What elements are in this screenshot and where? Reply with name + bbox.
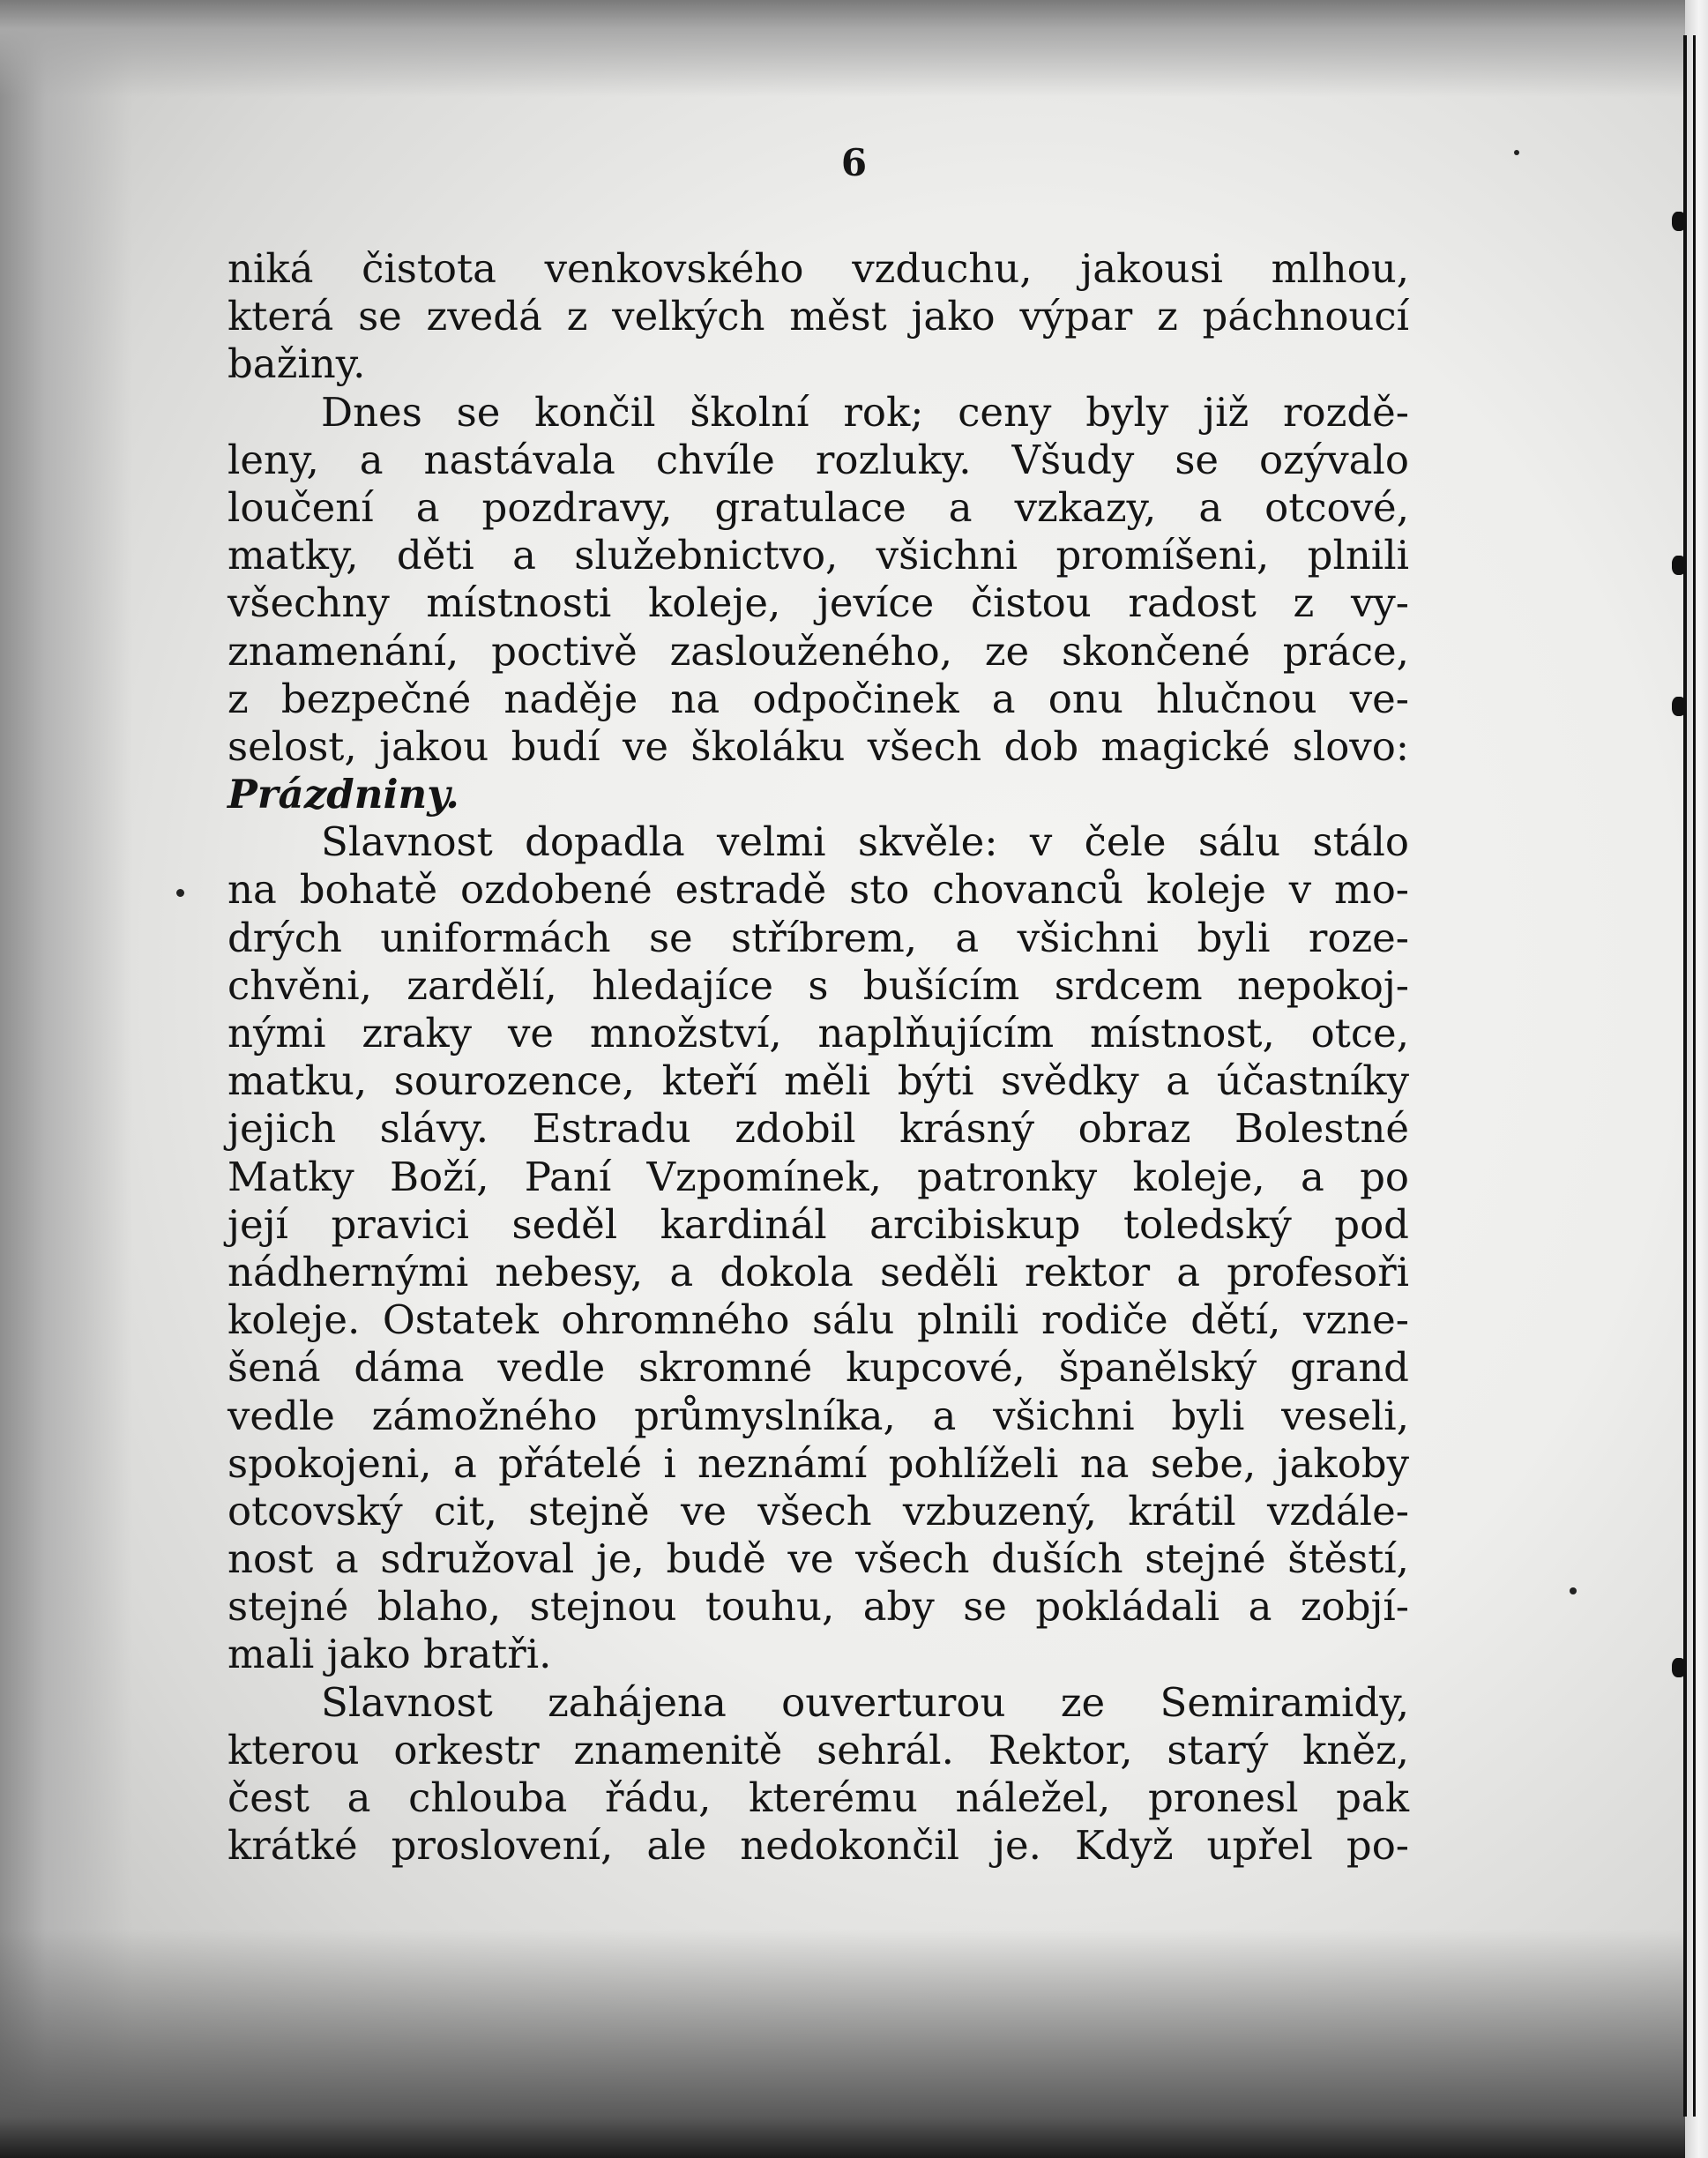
text-line: která se zvedá z velkých měst jako výpar z páchnoucí bbox=[227, 293, 1409, 340]
text-line: krátké proslovení, ale nedokončil je. Když upřel po- bbox=[227, 1822, 1409, 1870]
text-line: Slavnost dopadla velmi skvěle: v čele sálu stálo bbox=[321, 818, 1409, 866]
text-line: loučení a pozdravy, gratulace a vzkazy, a otcové, bbox=[227, 483, 1409, 531]
text-line: její pravici seděl kardinál arcibiskup toledský pod bbox=[227, 1200, 1409, 1248]
text-line: matky, děti a služebnictvo, všichni promíšeni, plnili bbox=[227, 532, 1409, 579]
text-line: niká čistota venkovského vzduchu, jakousi mlhou, bbox=[227, 245, 1409, 292]
text-line: Dnes se končil školní rok; ceny byly již rozdě- bbox=[321, 388, 1409, 436]
text-line: nými zraky ve množství, naplňujícím místnost, otce, bbox=[227, 1010, 1409, 1057]
text-line: čest a chlouba řádu, kterému náležel, pronesl pak bbox=[227, 1774, 1409, 1821]
page-number: 6 bbox=[840, 141, 868, 184]
text-line: šená dáma vedle skromné kupcové, španělský grand bbox=[227, 1344, 1409, 1392]
text-line: vedle zámožného průmyslníka, a všichni byli veseli, bbox=[227, 1392, 1409, 1439]
text-line: z bezpečné naděje na odpočinek a onu hlučnou ve- bbox=[227, 675, 1409, 722]
page-shadow-left bbox=[0, 0, 132, 2158]
text-line: znamenání, poctivě zaslouženého, ze skončené práce, bbox=[227, 627, 1409, 675]
text-line: selost, jakou budí ve školáku všech dob magické slovo: bbox=[227, 722, 1409, 770]
text-line: Matky Boží, Paní Vzpomínek, patronky koleje, a po bbox=[227, 1153, 1409, 1200]
page-edge-right bbox=[1685, 0, 1708, 2158]
text-line: koleje. Ostatek ohromného sálu plnili rodiče dětí, vzne- bbox=[227, 1296, 1409, 1344]
emphasized-word: Prázdniny. bbox=[227, 771, 459, 818]
binding-mark bbox=[1672, 1658, 1686, 1677]
text-line: spokojeni, a přátelé i neznámí pohlíželi na sebe, jakoby bbox=[227, 1439, 1409, 1487]
page-shadow-bottom bbox=[0, 1929, 1708, 2158]
text-line: na bohatě ozdobené estradě sto chovanců koleje v mo- bbox=[227, 866, 1409, 914]
text-line bbox=[227, 771, 1409, 818]
binding-line bbox=[1683, 35, 1687, 2117]
text-line: všechny místnosti koleje, jevíce čistou radost z vy- bbox=[227, 579, 1409, 627]
binding-line bbox=[1693, 35, 1696, 2117]
binding-mark bbox=[1672, 556, 1686, 575]
text-line: jejich slávy. Estradu zdobil krásný obraz Bolestné bbox=[227, 1105, 1409, 1153]
text-line: matku, sourozence, kteří měli býti svědky a účastníky bbox=[227, 1057, 1409, 1105]
page-shadow-top bbox=[0, 0, 1708, 97]
text-line: nádhernými nebesy, a dokola seděli rektor a profesoři bbox=[227, 1248, 1409, 1296]
text-line: kterou orkestr znamenitě sehrál. Rektor, starý kněz, bbox=[227, 1726, 1409, 1773]
binding-mark bbox=[1672, 212, 1686, 231]
text-line: nost a sdružoval je, budě ve všech duších stejné štěstí, bbox=[227, 1535, 1409, 1583]
text-line: bažiny. bbox=[227, 340, 366, 388]
page-body bbox=[227, 245, 1409, 1870]
text-line: mali jako bratři. bbox=[227, 1631, 552, 1678]
text-line: otcovský cit, stejně ve všech vzbuzený, krátil vzdále- bbox=[227, 1487, 1409, 1534]
binding-mark bbox=[1672, 697, 1686, 716]
text-line: chvěni, zardělí, hledajíce s bušícím srdcem nepokoj- bbox=[227, 961, 1409, 1009]
text-line: stejné blaho, stejnou touhu, aby se pokládali a zobjí- bbox=[227, 1583, 1409, 1631]
speck bbox=[1570, 1587, 1577, 1594]
text-line: Slavnost zahájena ouverturou ze Semiramidy, bbox=[321, 1678, 1409, 1726]
text-line: drých uniformách se stříbrem, a všichni byli roze- bbox=[227, 914, 1409, 961]
text-line: leny, a nastávala chvíle rozluky. Všudy se ozývalo bbox=[227, 436, 1409, 483]
speck bbox=[176, 889, 184, 897]
